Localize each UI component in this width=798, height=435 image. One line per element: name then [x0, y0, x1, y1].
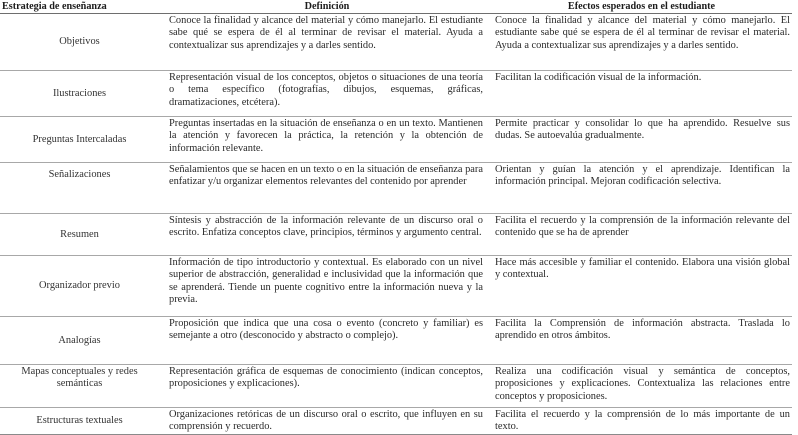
table-row: [0, 408, 792, 435]
table-row: [0, 14, 792, 71]
definition-cell: Síntesis y abstracción de la información relevante de un discurso oral o escrito. Enfatiza conceptos clave, principios, términos y argumento central.: [163, 214, 491, 256]
definition-cell: Proposición que indica que una cosa o evento (concreto y familiar) es semejante a otro (desconocido y abstracto o complejo).: [163, 317, 491, 365]
table-row: [0, 71, 792, 117]
effects-cell: Realiza una codificación visual y semántica de conceptos, proposiciones y explicaciones. Contextualiza las relaciones entre conceptos y proposiciones.: [491, 365, 792, 408]
table-header: [0, 0, 792, 14]
effects-cell: Orientan y guían la atención y el aprendizaje. Identifican la información principal. Mejoran codificación selectiva.: [491, 163, 792, 214]
table-body: [0, 14, 792, 435]
table-row: [0, 317, 792, 365]
table-row: [0, 214, 792, 256]
table-row: [0, 365, 792, 408]
strategy-cell: Mapas conceptuales y redes semánticas: [0, 365, 163, 408]
definition-cell: Organizaciones retóricas de un discurso oral o escrito, que influyen en su comprensión y recuerdo.: [163, 408, 491, 435]
header-effects: Efectos esperados en el estudiante: [491, 0, 792, 14]
definition-cell: Preguntas insertadas en la situación de enseñanza o en un texto. Mantienen la atención y favorecen la práctica, la retención y la obtención de información relevante.: [163, 117, 491, 163]
strategy-cell: Preguntas Intercaladas: [0, 117, 163, 163]
strategy-cell: Señalizaciones: [0, 163, 163, 214]
strategy-cell: Objetivos: [0, 14, 163, 71]
header-strategy: Estrategia de enseñanza: [0, 0, 163, 14]
header-row: [0, 0, 792, 14]
effects-cell: Facilitan la codificación visual de la información.: [491, 71, 792, 117]
definition-cell: Conoce la finalidad y alcance del material y cómo manejarlo. El estudiante sabe qué se espera de él al terminar de revisar el material. Ayuda a contextualizar sus aprendizajes y a darles sentido.: [163, 14, 491, 71]
definition-cell: Señalamientos que se hacen en un texto o en la situación de enseñanza para enfatizar y/u organizar elementos relevantes del contenido por aprender: [163, 163, 491, 214]
strategy-cell: Organizador previo: [0, 256, 163, 317]
effects-cell: Facilita el recuerdo y la comprensión de lo más importante de un texto.: [491, 408, 792, 435]
strategy-cell: Ilustraciones: [0, 71, 163, 117]
effects-cell: Facilita el recuerdo y la comprensión de la información relevante del contenido que se ha de aprender: [491, 214, 792, 256]
effects-cell: Hace más accesible y familiar el contenido. Elabora una visión global y contextual.: [491, 256, 792, 317]
effects-cell: Conoce la finalidad y alcance del material y cómo manejarlo. El estudiante sabe qué se espera de él al terminar de revisar el material. Ayuda a contextualizar sus aprendizajes y a darles sentido.: [491, 14, 792, 71]
table-row: [0, 163, 792, 214]
table-row: [0, 256, 792, 317]
definition-cell: Representación gráfica de esquemas de conocimiento (indican conceptos, proposiciones y explicaciones).: [163, 365, 491, 408]
strategy-cell: Estructuras textuales: [0, 408, 163, 435]
effects-cell: Facilita la Comprensión de información abstracta. Traslada lo aprendido en otros ámbitos.: [491, 317, 792, 365]
strategy-cell: Analogías: [0, 317, 163, 365]
strategy-cell: Resumen: [0, 214, 163, 256]
effects-cell: Permite practicar y consolidar lo que ha aprendido. Resuelve sus dudas. Se autoevalúa gradualmente.: [491, 117, 792, 163]
header-definition: Definición: [163, 0, 491, 14]
definition-cell: Información de tipo introductorio y contextual. Es elaborado con un nivel superior de abstracción, generalidad e inclusividad que la información que se aprenderá. Tiende un puente cognitivo entre la información nueva y la previa.: [163, 256, 491, 317]
definition-cell: Representación visual de los conceptos, objetos o situaciones de una teoría o tema específico (fotografías, dibujos, esquemas, gráficas, dramatizaciones, etcétera).: [163, 71, 491, 117]
table-row: [0, 117, 792, 163]
